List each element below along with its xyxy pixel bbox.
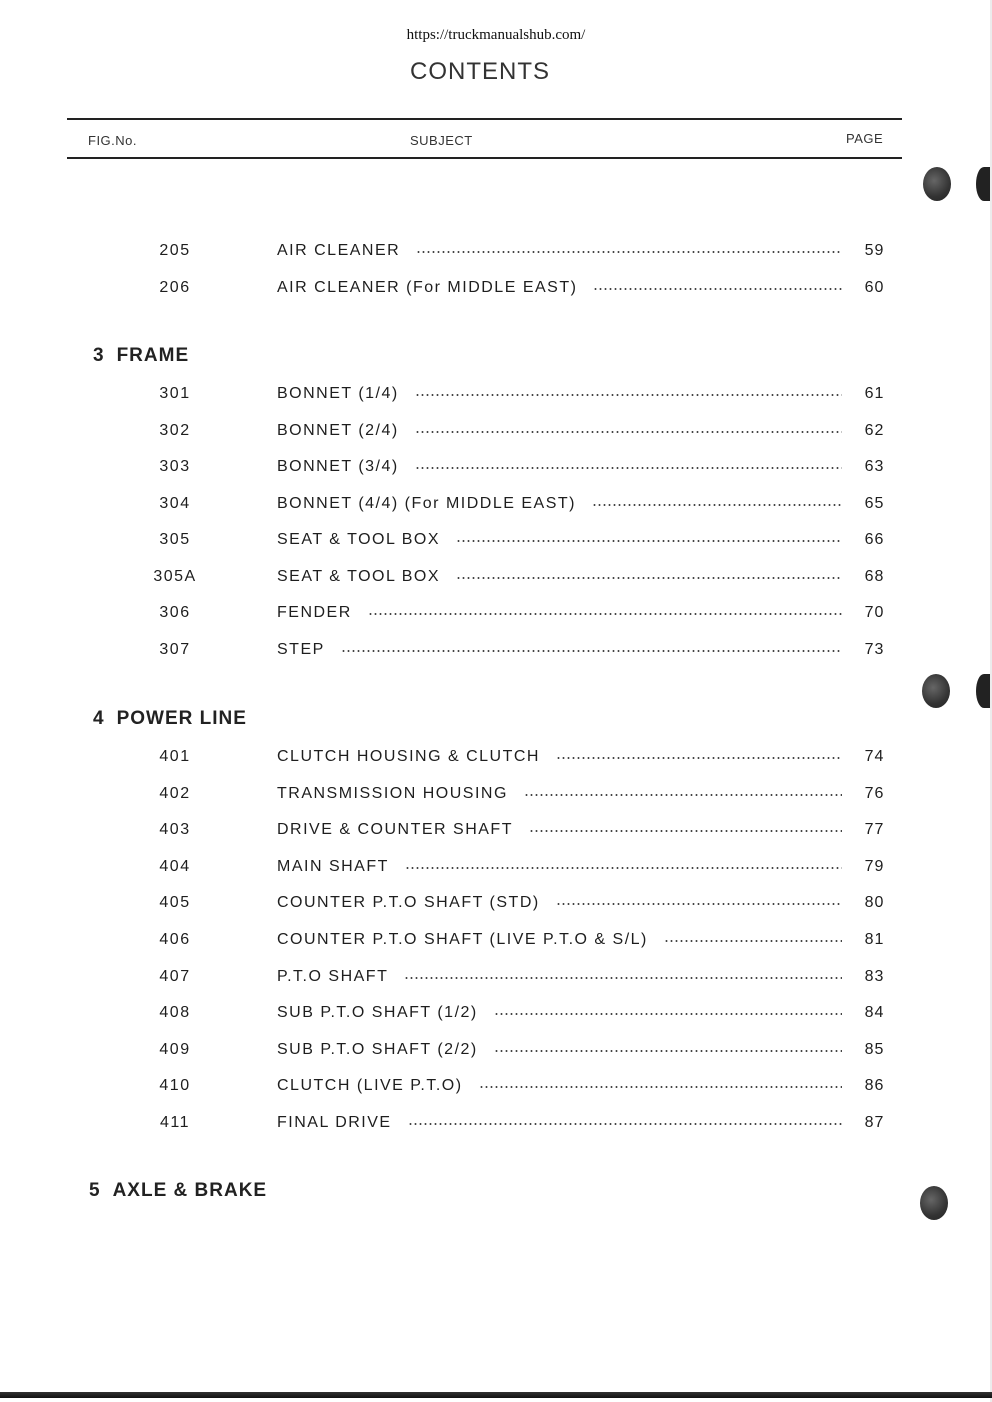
fig-number: 206: [159, 279, 191, 296]
toc-row: [0, 276, 992, 300]
fig-number: 408: [159, 1004, 191, 1021]
fig-number: 307: [159, 641, 191, 658]
toc-row: [0, 1074, 992, 1098]
toc-row: [0, 382, 992, 406]
subject-label: COUNTER P.T.O SHAFT (LIVE P.T.O & S/L): [277, 931, 648, 948]
page-number: 68: [864, 568, 885, 585]
fig-number: 304: [159, 495, 191, 512]
section-heading-frame: [93, 345, 189, 367]
subject-cell: [277, 1111, 842, 1135]
toc-row: [0, 528, 992, 552]
toc-row: [0, 455, 992, 479]
subject-label: TRANSMISSION HOUSING: [277, 785, 508, 802]
subject-label: AIR CLEANER: [277, 242, 401, 259]
subject-label: STEP: [277, 641, 325, 658]
subject-cell: [277, 818, 842, 842]
page-number: 84: [864, 1004, 885, 1021]
leader-dots: [408, 1123, 842, 1125]
header-bottom-rule: [67, 157, 902, 159]
leader-dots: [341, 650, 842, 652]
page-number: 66: [864, 531, 885, 548]
subject-cell: [277, 745, 842, 769]
leader-dots: [479, 1086, 842, 1088]
subject-cell: [277, 239, 842, 263]
toc-row: [0, 601, 992, 625]
leader-dots: [494, 1013, 842, 1015]
toc-row: [0, 239, 992, 263]
subject-label: BONNET (3/4): [277, 458, 399, 475]
subject-label: SEAT & TOOL BOX: [277, 568, 440, 585]
subject-label: FINAL DRIVE: [277, 1114, 392, 1131]
fig-number: 305A: [153, 568, 197, 585]
column-header-subject: SUBJECT: [410, 133, 473, 148]
section-heading-axle-brake: [89, 1180, 267, 1202]
toc-row: [0, 745, 992, 769]
subject-cell: [277, 419, 842, 443]
subject-label: SUB P.T.O SHAFT (2/2): [277, 1041, 478, 1058]
subject-label: BONNET (2/4): [277, 422, 399, 439]
page-number: 60: [864, 279, 885, 296]
page-number: 85: [864, 1041, 885, 1058]
section-name: AXLE & BRAKE: [112, 1180, 268, 1201]
fig-number: 409: [159, 1041, 191, 1058]
leader-dots: [416, 251, 842, 253]
page-number: 76: [864, 785, 885, 802]
fig-number: 205: [159, 242, 191, 259]
page-number: 63: [864, 458, 885, 475]
page-number: 59: [864, 242, 885, 259]
fig-number: 303: [159, 458, 191, 475]
subject-label: SUB P.T.O SHAFT (1/2): [277, 1004, 478, 1021]
page-number: 83: [864, 968, 885, 985]
toc-row: [0, 1001, 992, 1025]
section-heading-power-line: [93, 708, 247, 730]
fig-number: 411: [159, 1114, 190, 1131]
subject-cell: [277, 492, 842, 516]
page-number: 62: [864, 422, 885, 439]
fig-number: 407: [159, 968, 191, 985]
toc-row: [0, 965, 992, 989]
page-number: 87: [864, 1114, 885, 1131]
toc-row: [0, 1038, 992, 1062]
leader-dots: [592, 504, 842, 506]
subject-cell: [277, 965, 842, 989]
subject-label: CLUTCH (LIVE P.T.O): [277, 1077, 463, 1094]
page-number: 65: [864, 495, 885, 512]
subject-cell: [277, 565, 842, 589]
subject-cell: [277, 928, 842, 952]
fig-number: 306: [159, 604, 191, 621]
page-number: 81: [864, 931, 885, 948]
subject-label: AIR CLEANER (For MIDDLE EAST): [277, 279, 578, 296]
section-number: 4: [93, 708, 105, 729]
subject-label: CLUTCH HOUSING & CLUTCH: [277, 748, 540, 765]
page-bottom-edge: [0, 1392, 992, 1398]
leader-dots: [456, 577, 842, 579]
page-number: 73: [864, 641, 885, 658]
toc-row: [0, 891, 992, 915]
page-number: 86: [864, 1077, 885, 1094]
subject-label: MAIN SHAFT: [277, 858, 389, 875]
column-header-page: PAGE: [846, 131, 884, 146]
subject-cell: [277, 1038, 842, 1062]
fig-number: 401: [159, 748, 191, 765]
subject-label: DRIVE & COUNTER SHAFT: [277, 821, 513, 838]
binder-hole: [922, 674, 950, 708]
leader-dots: [556, 903, 842, 905]
leader-dots: [529, 830, 842, 832]
fig-number: 410: [159, 1077, 191, 1094]
leader-dots: [593, 288, 842, 290]
subject-cell: [277, 1074, 842, 1098]
subject-cell: [277, 1001, 842, 1025]
subject-label: FENDER: [277, 604, 352, 621]
toc-row: [0, 855, 992, 879]
leader-dots: [415, 394, 842, 396]
subject-label: SEAT & TOOL BOX: [277, 531, 440, 548]
subject-label: COUNTER P.T.O SHAFT (STD): [277, 894, 540, 911]
subject-cell: [277, 855, 842, 879]
leader-dots: [494, 1050, 842, 1052]
subject-cell: [277, 382, 842, 406]
toc-row: [0, 565, 992, 589]
toc-row: [0, 1111, 992, 1135]
subject-label: BONNET (4/4) (For MIDDLE EAST): [277, 495, 576, 512]
subject-label: BONNET (1/4): [277, 385, 399, 402]
toc-row: [0, 492, 992, 516]
section-number: 3: [93, 345, 105, 366]
subject-cell: [277, 638, 842, 662]
page-title: CONTENTS: [410, 58, 550, 85]
leader-dots: [368, 613, 842, 615]
page-number: 79: [864, 858, 885, 875]
fig-number: 302: [159, 422, 191, 439]
section-number: 5: [89, 1180, 101, 1201]
fig-number: 301: [159, 385, 191, 402]
leader-dots: [664, 940, 842, 942]
leader-dots: [404, 977, 842, 979]
subject-label: P.T.O SHAFT: [277, 968, 389, 985]
subject-cell: [277, 455, 842, 479]
page-number: 80: [864, 894, 885, 911]
leader-dots: [415, 431, 842, 433]
leader-dots: [524, 794, 842, 796]
toc-row: [0, 419, 992, 443]
section-name: POWER LINE: [116, 708, 247, 729]
subject-cell: [277, 782, 842, 806]
toc-row: [0, 818, 992, 842]
toc-row: [0, 638, 992, 662]
source-url: https://truckmanualshub.com/: [406, 27, 586, 43]
leader-dots: [456, 540, 842, 542]
leader-dots: [405, 867, 842, 869]
leader-dots: [415, 467, 842, 469]
binder-hole: [920, 1186, 948, 1220]
section-name: FRAME: [116, 345, 190, 366]
header-top-rule: [67, 118, 902, 120]
subject-cell: [277, 528, 842, 552]
fig-number: 406: [159, 931, 191, 948]
page-number: 74: [864, 748, 885, 765]
leader-dots: [556, 757, 842, 759]
page-number: 61: [864, 385, 885, 402]
subject-cell: [277, 601, 842, 625]
fig-number: 402: [159, 785, 191, 802]
fig-number: 404: [159, 858, 191, 875]
page-number: 70: [864, 604, 885, 621]
fig-number: 405: [159, 894, 191, 911]
subject-cell: [277, 891, 842, 915]
toc-row: [0, 928, 992, 952]
page-number: 77: [864, 821, 885, 838]
subject-cell: [277, 276, 842, 300]
column-header-fig: FIG.No.: [88, 133, 138, 148]
toc-row: [0, 782, 992, 806]
fig-number: 403: [159, 821, 191, 838]
binder-hole: [923, 167, 951, 201]
fig-number: 305: [159, 531, 191, 548]
